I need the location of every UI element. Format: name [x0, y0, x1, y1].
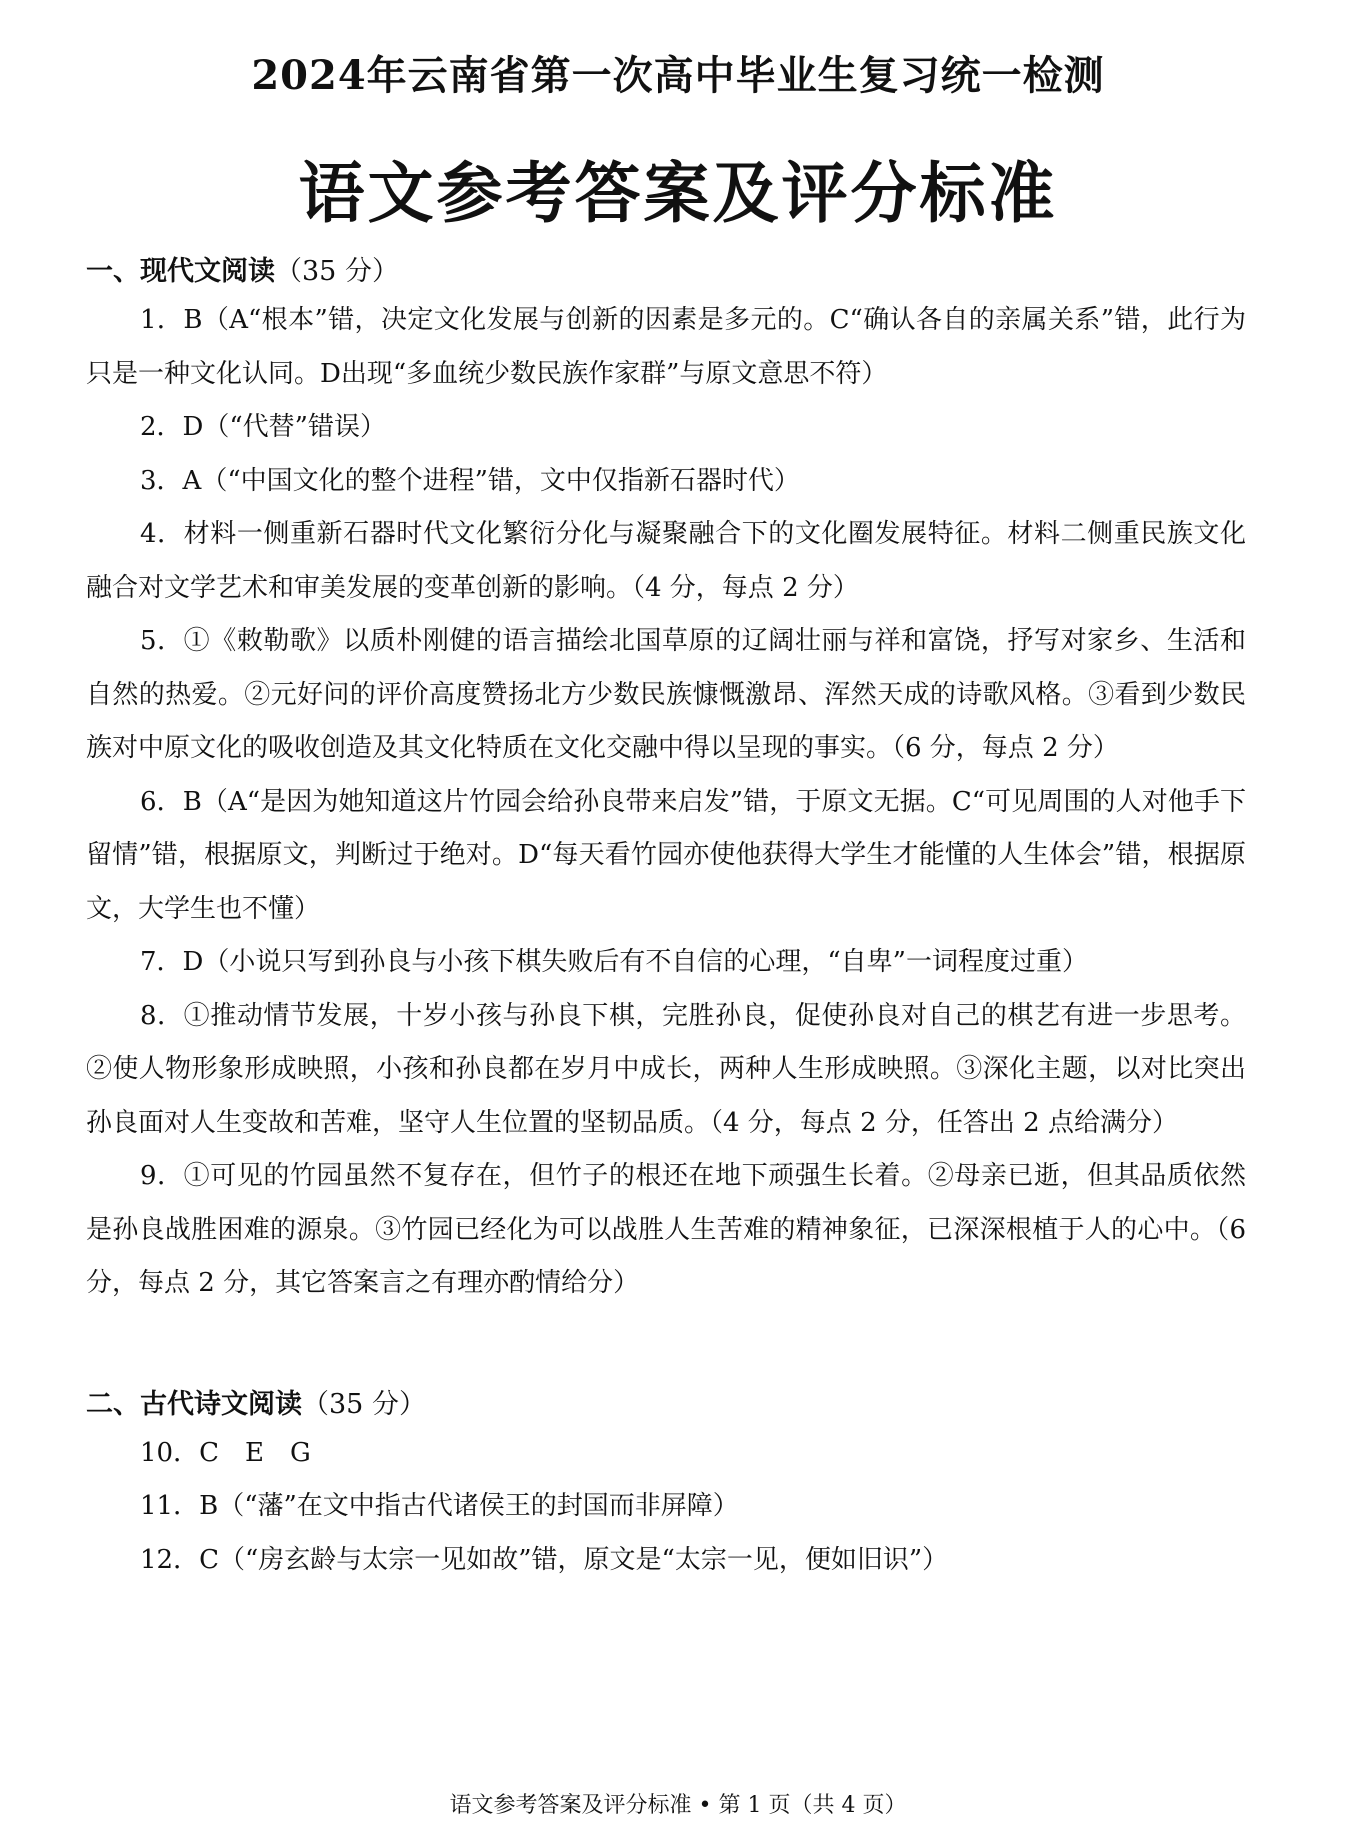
answer-item-4: 4．材料一侧重新石器时代文化繁衍分化与凝聚融合下的文化圈发展特征。材料二侧重民族文化融合对文学艺术和审美发展的变革创新的影响。（4 分，每点 2 分）: [86, 519, 1246, 603]
answer-item-7: 7．D（小说只写到孙良与小孩下棋失败后有不自信的心理，“自卑”一词程度过重）: [140, 947, 1088, 977]
answer-item-11: 11．B（“藩”在文中指古代诸侯王的封国而非屏障）: [140, 1491, 739, 1521]
section-title: 一、现代文阅读: [86, 256, 275, 287]
document-title: 语文参考答案及评分标准: [298, 154, 1058, 232]
section-title: 二、古代诗文阅读: [86, 1388, 302, 1420]
answer-item-8: 8．①推动情节发展，十岁小孩与孙良下棋，完胜孙良，促使孙良对自己的棋艺有进一步思考。②使人物形象形成映照，小孩和孙良都在岁月中成长，两种人生形成映照。③深化主题，以对比突出孙良面对人生变故和苦难，坚守人生位置的坚韧品质。（4 分，每点 2 分，任答出 2 点给满分）: [86, 1000, 1246, 1138]
answer-content: [86, 250, 1246, 1587]
answer-item-3: 3．A（“中国文化的整个进程”错，文中仅指新石器时代）: [140, 465, 800, 496]
answer-item-6: 6．B（A“是因为她知道这片竹园会给孙良带来启发”错，于原文无据。C“可见周围的人对他手下留情”错，根据原文，判断过于绝对。D“每天看竹园亦使他获得大学生才能懂的人生体会”错，根据原文，大学生也不懂）: [86, 786, 1246, 924]
answer-item-2: 2．D（“代替”错误）: [140, 412, 386, 442]
page-footer: 语文参考答案及评分标准 • 第 1 页（共 4 页）: [449, 1793, 907, 1818]
answer-item-10: 10．C E G: [140, 1437, 311, 1468]
section-heading: [86, 250, 1246, 294]
exam-title: 2024年云南省第一次高中毕业生复习统一检测: [251, 52, 1105, 99]
answer-item-9: 9．①可见的竹园虽然不复存在，但竹子的根还在地下顽强生长着。②母亲已逝，但其品质依然是孙良战胜困难的源泉。③竹园已经化为可以战胜人生苦难的精神象征，已深深根植于人的心中。（6 分，每点 2 分，其它答案言之有理亦酌情给分）: [86, 1161, 1246, 1298]
answer-item-12: 12．C（“房玄龄与太宗一见如故”错，原文是“太宗一见，便如旧识”）: [140, 1544, 949, 1575]
answer-item-5: 5．①《敕勒歌》以质朴刚健的语言描绘北国草原的辽阔壮丽与祥和富饶，抒写对家乡、生活和自然的热爱。②元好问的评价高度赞扬北方少数民族慷慨激昂、浑然天成的诗歌风格。③看到少数民族对中原文化的吸收创造及其文化特质在文化交融中得以呈现的事实。（6 分，每点 2 分）: [86, 626, 1246, 763]
answer-item-1: 1．B（A“根本”错，决定文化发展与创新的因素是多元的。C“确认各自的亲属关系”错，此行为只是一种文化认同。D出现“多血统少数民族作家群”与原文意思不符）: [86, 305, 1246, 389]
section-score: （35 分）: [275, 256, 399, 287]
section-heading: [86, 1383, 1246, 1427]
section-classical-reading: [86, 1383, 1246, 1588]
section-score: （35 分）: [302, 1388, 426, 1420]
section-modern-reading: [86, 250, 1246, 1311]
